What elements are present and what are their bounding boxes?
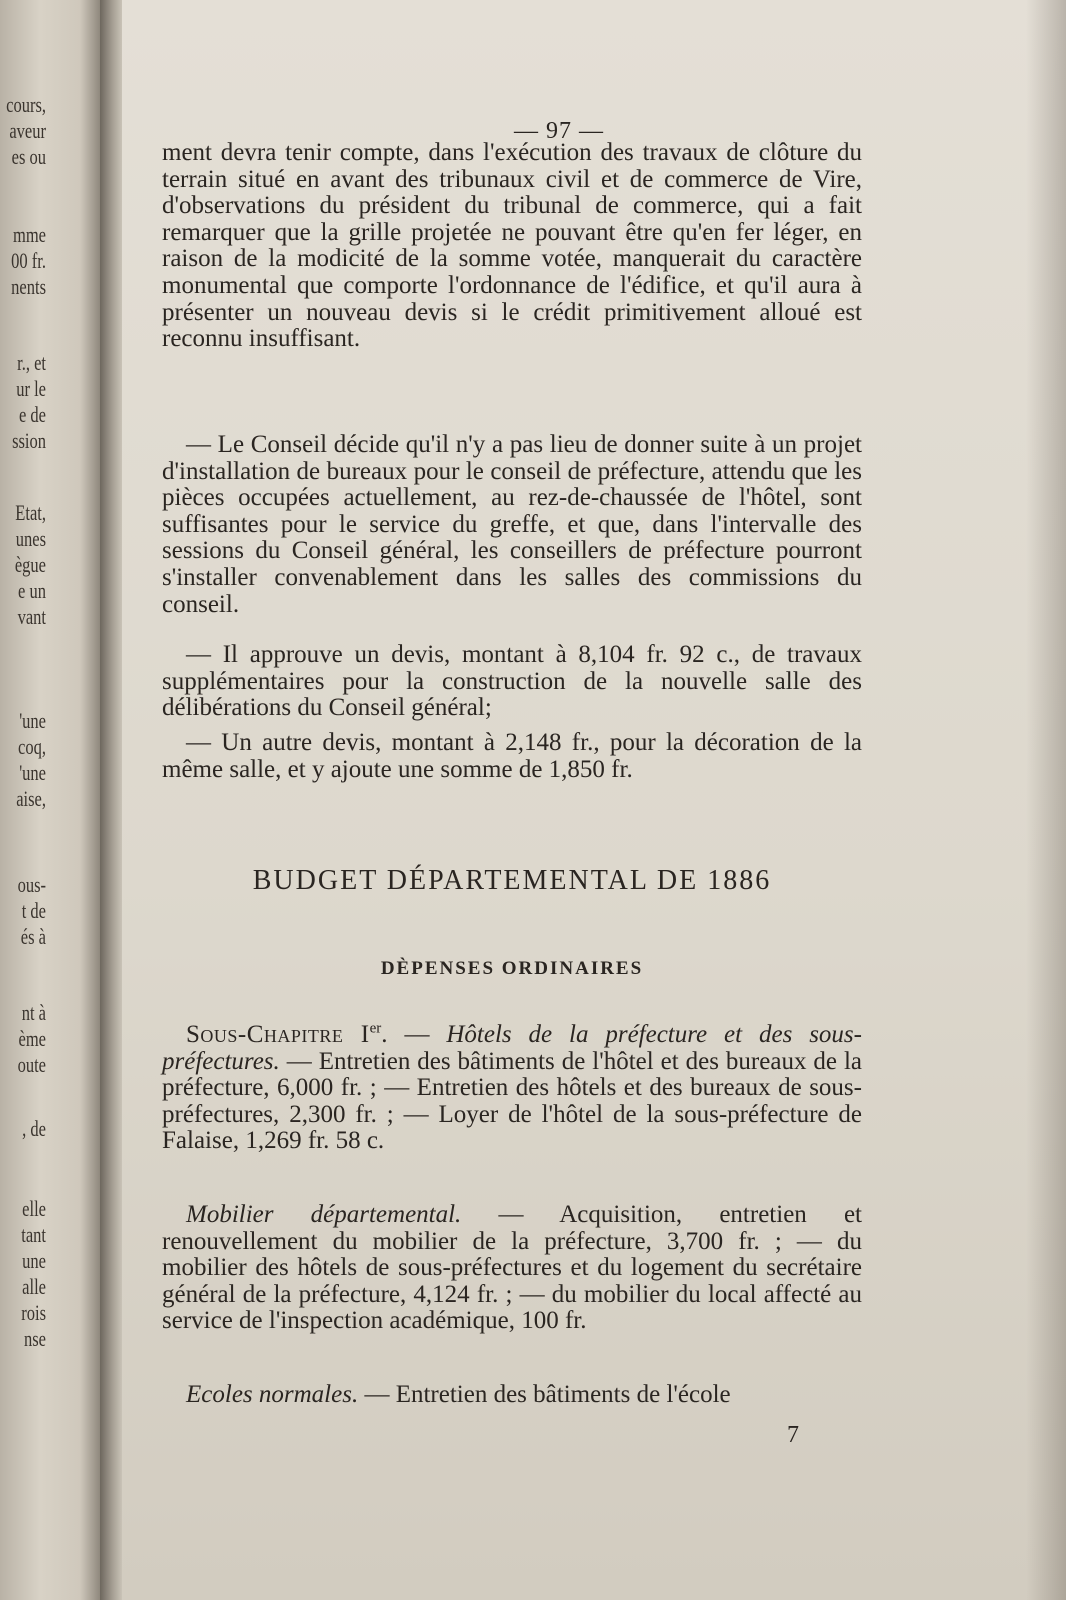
paragraph-ecoles xyxy=(162,1382,862,1409)
facing-page-fragment: aise, xyxy=(16,786,46,811)
facing-page-fragment: coq, xyxy=(18,734,46,759)
facing-page-fragment: és à xyxy=(20,924,46,949)
facing-page-fragment: ème xyxy=(18,1026,46,1051)
facing-page-fragment: unes xyxy=(15,526,46,551)
paragraph-mobilier xyxy=(162,1202,862,1335)
facing-page-left xyxy=(0,0,100,1600)
facing-page-fragment: , de xyxy=(22,1116,46,1141)
section-subheading: DÈPENSES ORDINAIRES xyxy=(380,958,644,979)
facing-page-fragment: tant xyxy=(21,1222,46,1247)
page-number: — 97 — xyxy=(514,118,604,144)
signature-mark: 7 xyxy=(787,1422,799,1448)
facing-page-fragment: nt à xyxy=(21,1000,46,1025)
page-edge-shadow xyxy=(1026,0,1066,1600)
paragraph-conseil-prefecture: — Le Conseil décide qu'il n'y a pas lieu de donner suite à un projet d'installation de bureaux pour le conseil de préfecture, attendu que les pièces occupées actuellement, au rez-de-chaussée de l'hôtel, sont suffisantes pour le service du greffe, et que, dans l'intervalle des sessions du Conseil général, les conseillers de préfecture pourront s'installer convenablement dans les salles des commissions du conseil. xyxy=(162,431,862,618)
paragraph-devis-travaux: — Il approuve un devis, montant à 8,104 fr. 92 c., de travaux supplémentaires pour la construction de la nouvelle salle des délibérations du Conseil général; xyxy=(162,641,862,722)
book-page xyxy=(122,0,1066,1600)
mobilier-text: — Acquisition, entretien et renouvellement du mobilier de la préfecture, 3,700 fr. ; — du mobilier des hôtels de sous-préfectures et du logement du secrétaire général de la préfecture, 4,124 fr. ; — du mobilier du local affecté au service de l'inspection académique, 100 fr. xyxy=(162,1201,862,1335)
facing-page-fragment: 'une xyxy=(19,708,46,733)
facing-page-fragment: une xyxy=(22,1248,46,1273)
facing-page-fragment: e de xyxy=(18,402,46,427)
facing-page-fragment: rois xyxy=(21,1300,46,1325)
facing-page-fragment: 'une xyxy=(19,760,46,785)
facing-page-fragment: t de xyxy=(21,898,46,923)
facing-page-fragment: 00 fr. xyxy=(11,248,46,273)
sous-chapitre-title: Hôtels de la préfecture et des sous-préfectures. xyxy=(162,1021,862,1075)
facing-page-fragment: ssion xyxy=(12,428,46,453)
facing-page-fragment: ègue xyxy=(14,552,46,577)
book-gutter xyxy=(100,0,122,1600)
facing-page-fragment: cours, xyxy=(6,92,46,117)
facing-page-fragment: mme xyxy=(13,222,46,247)
facing-page-fragment: nse xyxy=(24,1326,46,1351)
facing-page-fragment: nents xyxy=(11,274,46,299)
facing-page-fragment: ous- xyxy=(17,872,46,897)
mobilier-title: Mobilier départemental. xyxy=(186,1201,462,1228)
ecoles-title: Ecoles normales. xyxy=(186,1381,359,1408)
facing-page-fragment: r., et xyxy=(17,350,46,375)
sous-chapitre-dash: . — xyxy=(381,1021,447,1048)
facing-page-fragment: es ou xyxy=(11,144,46,169)
sous-chapitre-text: — Entretien des bâtiments de l'hôtel et des bureaux de la préfecture, 6,000 fr. ; — Entretien des hôtels et des bureaux de sous-préfectures, 2,300 fr. ; — Loyer de l'hôtel de la sous-préfecture de Falaise, 1,269 fr. 58 c. xyxy=(162,1047,862,1155)
section-heading: BUDGET DÉPARTEMENTAL DE 1886 xyxy=(252,865,772,896)
facing-page-fragment: elle xyxy=(22,1196,46,1221)
facing-page-fragment: oute xyxy=(17,1052,46,1077)
facing-page-fragment: alle xyxy=(22,1274,46,1299)
paragraph-sous-chapitre xyxy=(162,1022,862,1155)
paragraph-cloture: ment devra tenir compte, dans l'exécution des travaux de clôture du terrain situé en avant des tribunaux civil et de commerce de Vire, d'observations du président du tribunal de commerce, qui a fait remarquer que la grille projetée ne pouvant être qu'en fer léger, en raison de la modicité de la somme votée, manquerait du caractère monumental que comporte l'ordonnance de l'édifice, et qu'il aura à présenter un nouveau devis si le crédit primitivement alloué est reconnu insuffisant. xyxy=(162,139,862,353)
facing-page-fragment: vant xyxy=(17,604,46,629)
ecoles-text: — Entretien des bâtiments de l'école xyxy=(358,1381,731,1408)
sous-chapitre-label: Sous-Chapitre I xyxy=(186,1021,370,1048)
facing-page-fragment: aveur xyxy=(9,118,46,143)
facing-page-fragment: e un xyxy=(18,578,46,603)
paragraph-devis-decoration: — Un autre devis, montant à 2,148 fr., pour la décoration de la même salle, et y ajoute une somme de 1,850 fr. xyxy=(162,729,862,783)
facing-page-fragment: ur le xyxy=(16,376,46,401)
facing-page-fragment: Etat, xyxy=(15,500,46,525)
sous-chapitre-sup: er xyxy=(369,1020,382,1037)
